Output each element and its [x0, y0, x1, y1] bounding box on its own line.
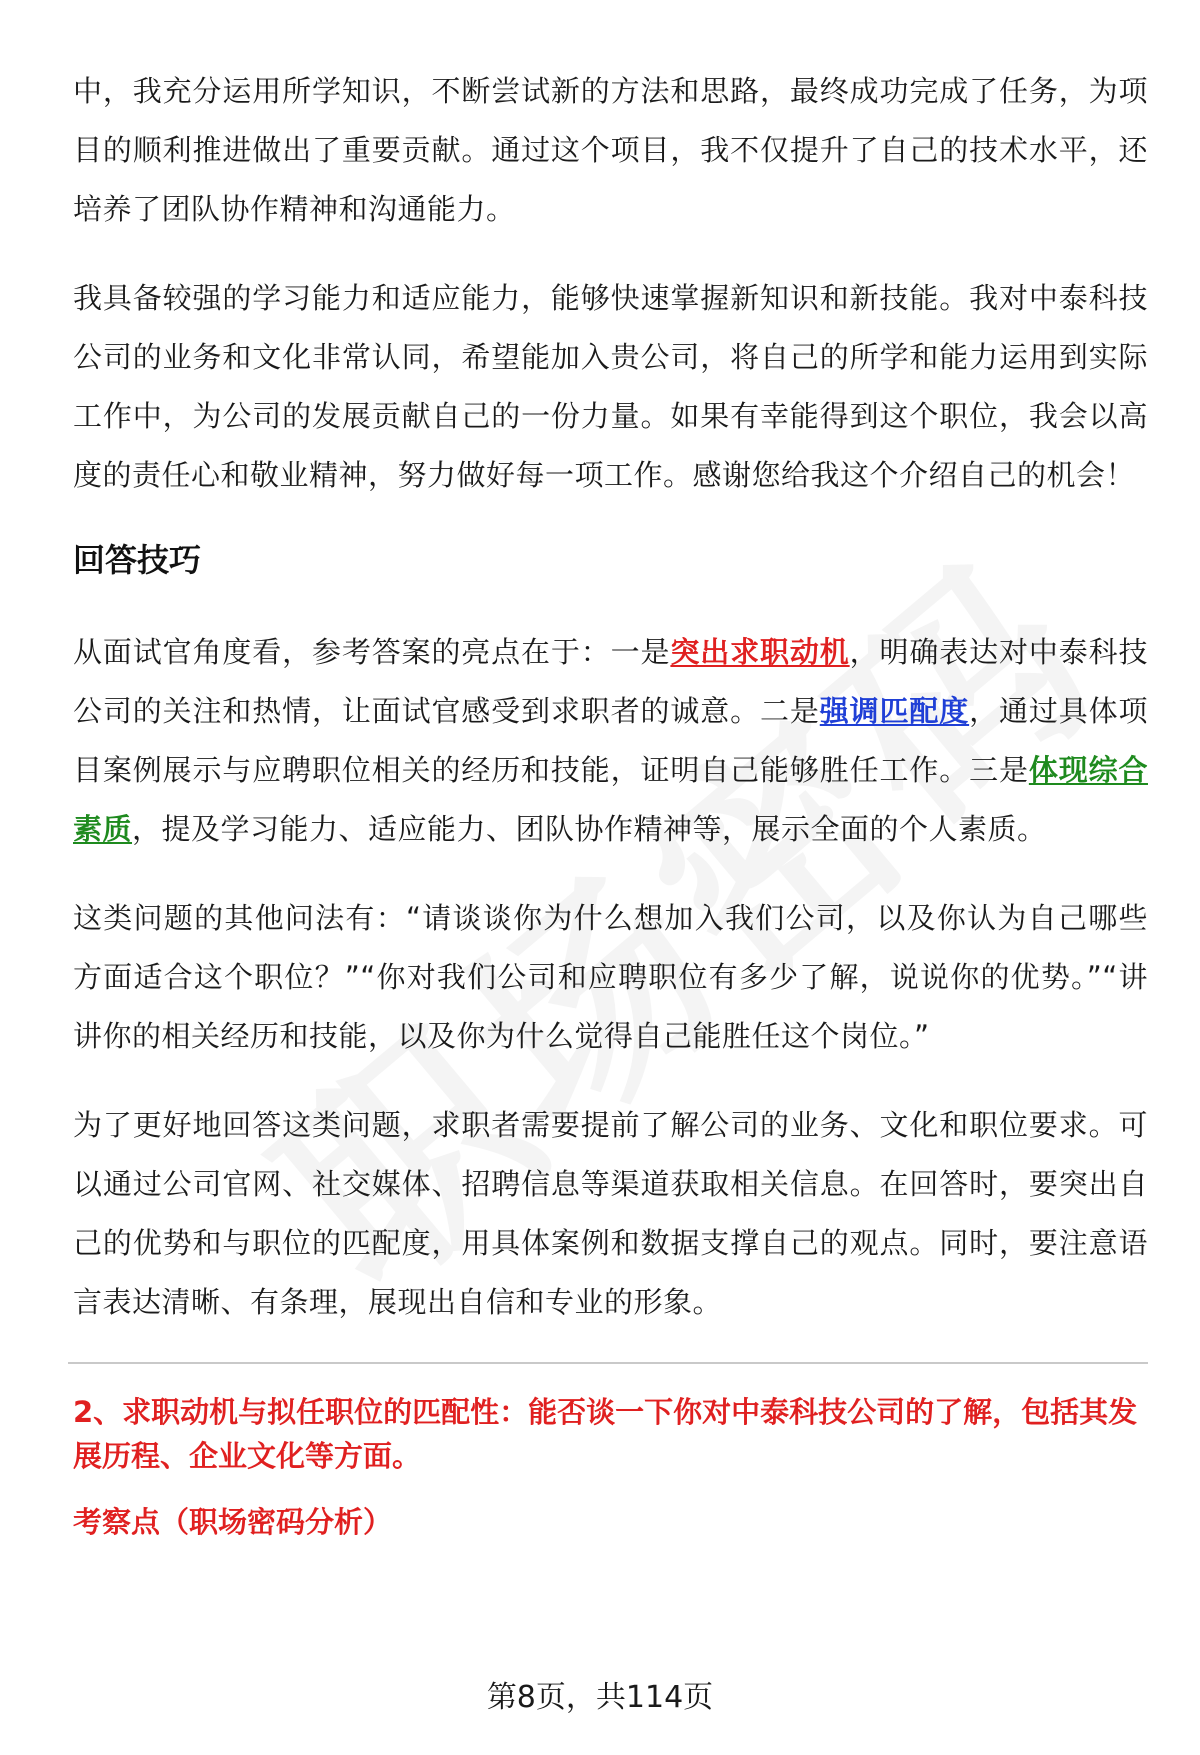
question-2-title: 2、求职动机与拟任职位的匹配性：能否谈一下你对中泰科技公司的了解，包括其发展历程、企业文化等方面。	[73, 1395, 1138, 1473]
highlight-quality: 体现综合素质	[73, 753, 1148, 846]
page-footer: 第8页，共114页	[486, 1680, 714, 1715]
tips-text-segment: ，提及学习能力、适应能力、团队协作精神等，展示全面的个人素质。	[132, 812, 1047, 846]
body-paragraph-2: 我具备较强的学习能力和适应能力，能够快速掌握新知识和新技能。我对中泰科技公司的业务和文化非常认同，希望能加入贵公司，将自己的所学和能力运用到实际工作中，为公司的发展贡献自己的一份力量。如果有幸能得到这个职位，我会以高度的责任心和敬业精神，努力做好每一项工作。感谢您给我这个介绍自己的机会！	[73, 281, 1148, 492]
document-page	[73, 62, 1148, 1544]
tips-text-segment: 从面试官角度看，参考答案的亮点在于：一是	[73, 635, 671, 669]
tips-text-segment: ，明确表达对中泰科技公司的关注和热情，让面试官感受到求职者的诚意。二是	[73, 635, 1148, 728]
tips-paragraph-2: 这类问题的其他问法有：“请谈谈你为什么想加入我们公司，以及你认为自己哪些方面适合这个职位？”“你对我们公司和应聘职位有多少了解，说说你的优势。”“讲讲你的相关经历和技能，以及你为什么觉得自己能胜任这个岗位。”	[73, 901, 1148, 1053]
section-divider	[68, 1362, 1148, 1364]
tips-text-segment: ，通过具体项目案例展示与应聘职位相关的经历和技能，证明自己能够胜任工作。三是	[73, 694, 1148, 787]
highlight-match: 强调匹配度	[819, 694, 970, 728]
body-paragraph-1: 中，我充分运用所学知识，不断尝试新的方法和思路，最终成功完成了任务，为项目的顺利推进做出了重要贡献。通过这个项目，我不仅提升了自己的技术水平，还培养了团队协作精神和沟通能力。	[73, 74, 1148, 226]
tips-paragraph-3: 为了更好地回答这类问题，求职者需要提前了解公司的业务、文化和职位要求。可以通过公司官网、社交媒体、招聘信息等渠道获取相关信息。在回答时，要突出自己的优势和与职位的匹配度，用具体案例和数据支撑自己的观点。同时，要注意语言表达清晰、有条理，展现出自信和专业的形象。	[73, 1108, 1148, 1319]
highlight-motivation: 突出求职动机	[670, 635, 850, 669]
exam-point-heading: 考察点（职场密码分析）	[73, 1505, 393, 1539]
section-heading-answer-tips: 回答技巧	[73, 541, 202, 579]
tips-paragraph-1	[73, 623, 1148, 859]
